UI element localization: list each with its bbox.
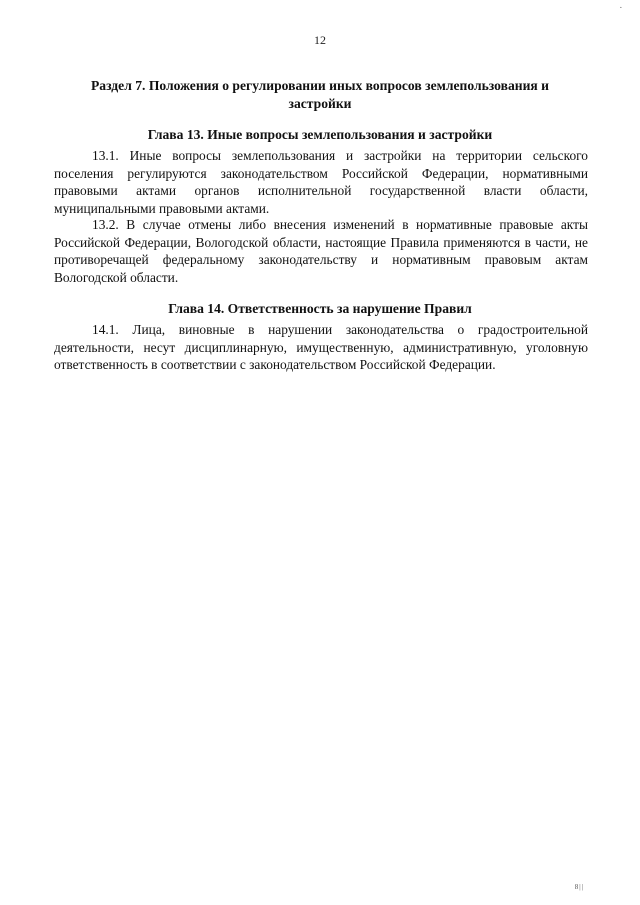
chapter-13-title: Глава 13. Иные вопросы землепользования и застройки bbox=[147, 127, 493, 142]
footer-mark: 8|| bbox=[574, 883, 584, 891]
section-title: Раздел 7. Положения о регулировании иных вопросов землепользования и застройки bbox=[90, 78, 550, 111]
paragraph-13-2: 13.2. В случае отмены либо внесения изменений в нормативные правовые акты Российской Федерации, Вологодской области, настоящие Правила применяются в части, не противоречащей федеральному законодательству и нормативным правовым актам Вологодской области. bbox=[54, 217, 588, 285]
paragraph-14-1: 14.1. Лица, виновные в нарушении законодательства о градостроительной деятельности, несут дисциплинарную, имущественную, административную, уголовную ответственность в соответствии с законодательством Российской Федерации. bbox=[54, 322, 588, 373]
paragraph-13-1: 13.1. Иные вопросы землепользования и застройки на территории сельского поселения регулируются законодательством Российской Федерации, нормативными правовыми актами органов исполнительной государственной власти области, муниципальными правовыми актами. bbox=[54, 148, 588, 216]
page-number: 12 bbox=[314, 33, 326, 47]
chapter-14-title: Глава 14. Ответственность за нарушение Правил bbox=[168, 301, 472, 316]
corner-mark: . bbox=[619, 0, 622, 10]
